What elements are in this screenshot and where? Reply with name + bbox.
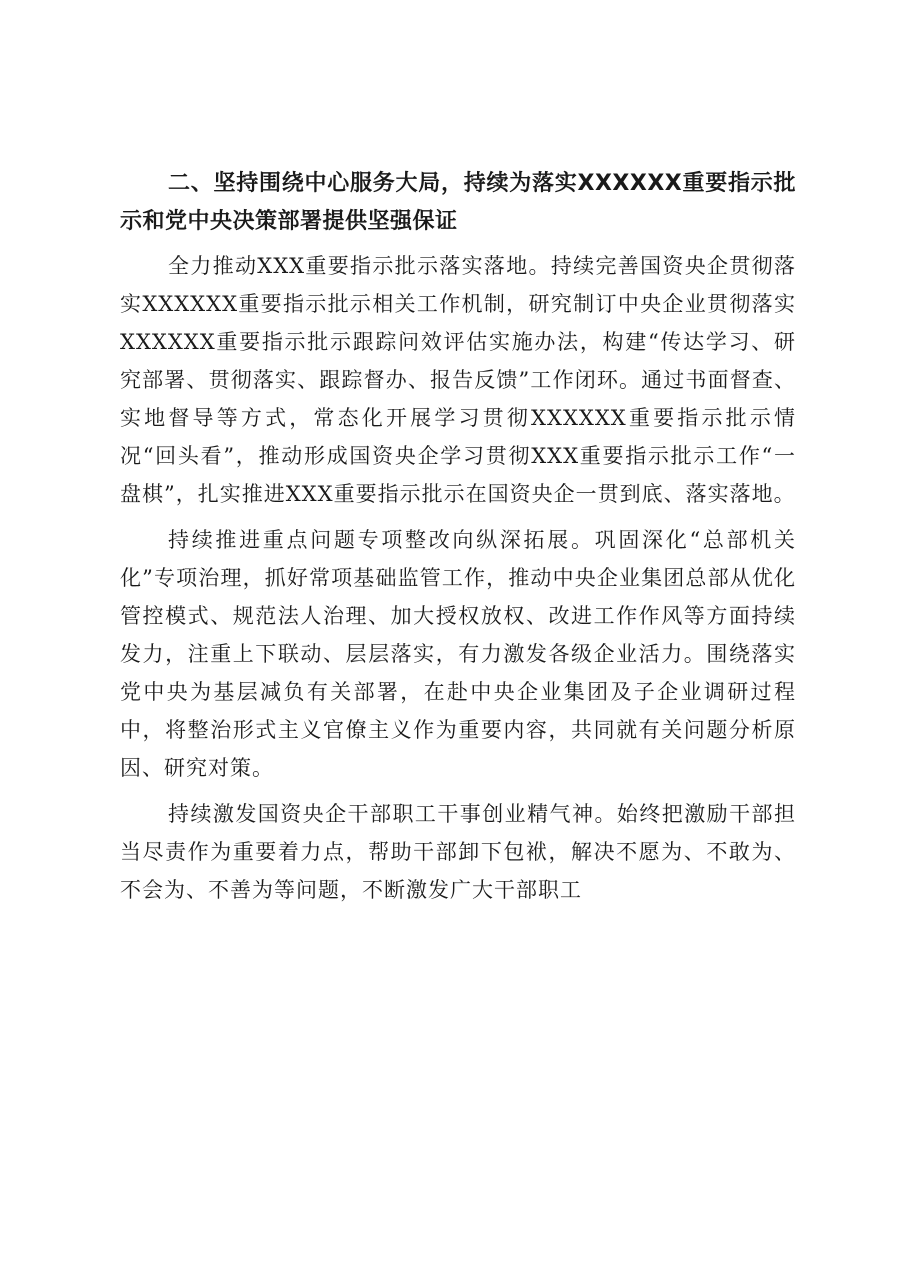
paragraph-1: 全力推动XXX重要指示批示落实落地。持续完善国资央企贯彻落实XXXXXX重要指示批示相关工作机制，研究制订中央企业贯彻落实XXXXXX重要指示批示跟踪问效评估实施办法，构建“传达学习、研究部署、贯彻落实、跟踪督办、报告反馈”工作闭环。通过书面督查、实地督导等方式，常态化开展学习贯彻XXXXXX重要指示批示情况“回头看”，推动形成国资央企学习贯彻XXX重要指示批示工作“一盘棋”，扎实推进XXX重要指示批示在国资央企一贯到底、落实落地。 (120, 254, 796, 506)
section-heading: 二、坚持围绕中心服务大局，持续为落实XXXXXX重要指示批示和党中央决策部署提供坚强保证 (120, 171, 796, 234)
document-page (120, 165, 796, 917)
paragraph-3: 持续激发国资央企干部职工干事创业精气神。始终把激励干部担当尽责作为重要着力点，帮助干部卸下包袱，解决不愿为、不敢为、不会为、不善为等问题，不断激发广大干部职工 (120, 802, 796, 902)
paragraph-2: 持续推进重点问题专项整改向纵深拓展。巩固深化“总部机关化”专项治理，抓好常项基础监管工作，推动中央企业集团总部从优化管控模式、规范法人治理、加大授权放权、改进工作作风等方面持续发力，注重上下联动、层层落实，有力激发各级企业活力。围绕落实党中央为基层减负有关部署，在赴中央企业集团及子企业调研过程中，将整治形式主义官僚主义作为重要内容，共同就有关问题分析原因、研究对策。 (120, 528, 796, 780)
